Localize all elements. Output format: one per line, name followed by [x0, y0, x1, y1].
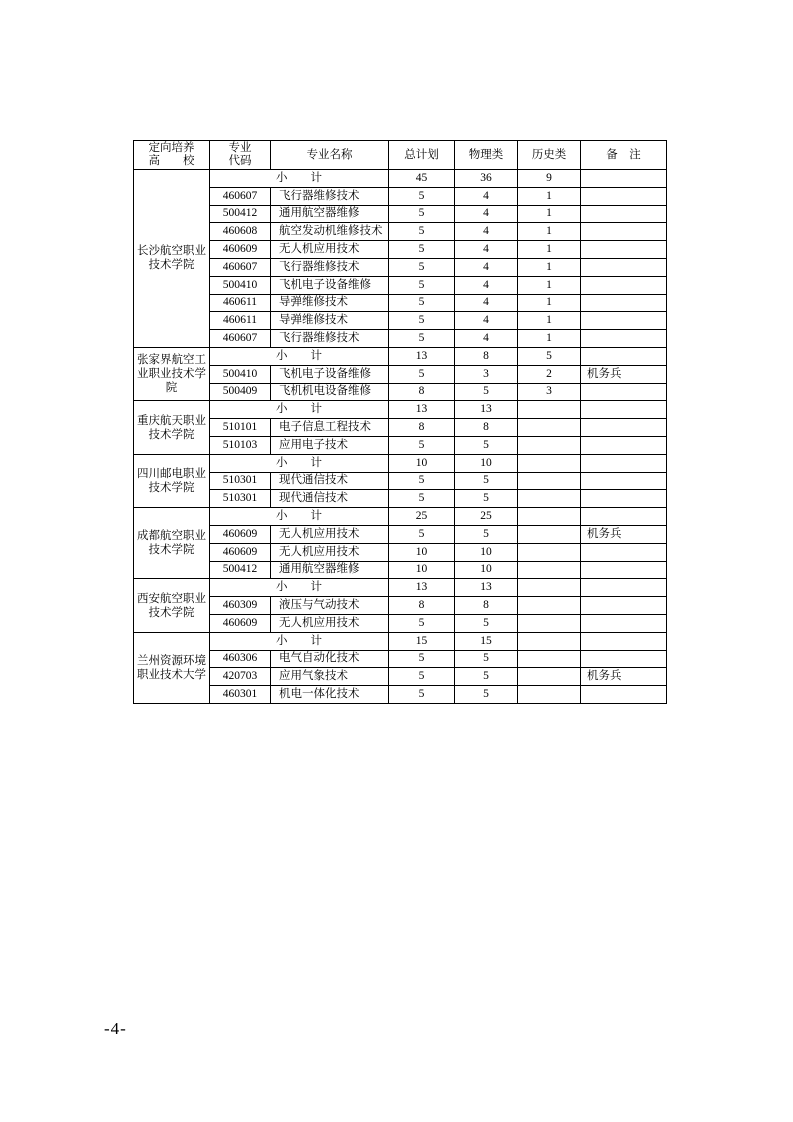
- subtotal-row: [134, 454, 667, 472]
- physics-count-cell: 5: [455, 472, 518, 490]
- major-row: [134, 614, 667, 632]
- physics-count-cell: 4: [455, 312, 518, 330]
- physics-count-cell: 4: [455, 241, 518, 259]
- total-plan-cell: 15: [389, 632, 455, 650]
- remark-cell: [581, 686, 667, 704]
- history-count-cell: [518, 436, 581, 454]
- physics-count-cell: 4: [455, 294, 518, 312]
- total-plan-cell: 13: [389, 401, 455, 419]
- major-code-cell: 500412: [210, 561, 271, 579]
- major-name-cell: 飞行器维修技术: [271, 330, 389, 348]
- college-name-cell: 四川邮电职业技术学院: [134, 454, 210, 507]
- remark-cell: [581, 347, 667, 365]
- major-name-cell: 电子信息工程技术: [271, 419, 389, 437]
- remark-cell: [581, 632, 667, 650]
- major-name-cell: 液压与气动技术: [271, 597, 389, 615]
- major-code-cell: 460607: [210, 330, 271, 348]
- remark-cell: [581, 205, 667, 223]
- subtotal-label-cell: 小 计: [210, 632, 389, 650]
- major-name-cell: 无人机应用技术: [271, 614, 389, 632]
- major-code-cell: 460609: [210, 543, 271, 561]
- major-row: [134, 187, 667, 205]
- total-plan-cell: 5: [389, 614, 455, 632]
- history-count-cell: [518, 614, 581, 632]
- major-name-cell: 飞行器维修技术: [271, 258, 389, 276]
- physics-count-cell: 5: [455, 436, 518, 454]
- physics-count-cell: 13: [455, 579, 518, 597]
- physics-count-cell: 5: [455, 383, 518, 401]
- major-row: [134, 241, 667, 259]
- history-count-cell: [518, 597, 581, 615]
- header-college: [134, 141, 210, 170]
- subtotal-row: [134, 170, 667, 188]
- total-plan-cell: 10: [389, 561, 455, 579]
- major-code-cell: 510101: [210, 419, 271, 437]
- remark-cell: [581, 472, 667, 490]
- major-row: [134, 650, 667, 668]
- subtotal-label-cell: 小 计: [210, 170, 389, 188]
- remark-cell: [581, 543, 667, 561]
- total-plan-cell: 5: [389, 472, 455, 490]
- history-count-cell: 1: [518, 294, 581, 312]
- major-code-cell: 460608: [210, 223, 271, 241]
- history-count-cell: 1: [518, 241, 581, 259]
- physics-count-cell: 8: [455, 597, 518, 615]
- major-code-cell: 500410: [210, 276, 271, 294]
- physics-count-cell: 5: [455, 490, 518, 508]
- major-row: [134, 472, 667, 490]
- remark-cell: [581, 330, 667, 348]
- major-code-cell: 460611: [210, 294, 271, 312]
- major-code-cell: 460309: [210, 597, 271, 615]
- history-count-cell: [518, 419, 581, 437]
- total-plan-cell: 5: [389, 223, 455, 241]
- major-row: [134, 276, 667, 294]
- history-count-cell: [518, 490, 581, 508]
- header-college-line1: 定向培养: [148, 142, 195, 154]
- history-count-cell: [518, 632, 581, 650]
- major-name-cell: 无人机应用技术: [271, 543, 389, 561]
- physics-count-cell: 13: [455, 401, 518, 419]
- physics-count-cell: 8: [455, 419, 518, 437]
- major-row: [134, 365, 667, 383]
- remark-cell: [581, 312, 667, 330]
- major-name-cell: 导弹维修技术: [271, 312, 389, 330]
- major-row: [134, 223, 667, 241]
- header-total-plan: 总计划: [389, 141, 455, 170]
- total-plan-cell: 5: [389, 650, 455, 668]
- history-count-cell: [518, 561, 581, 579]
- subtotal-label-cell: 小 计: [210, 508, 389, 526]
- major-code-cell: 460607: [210, 187, 271, 205]
- major-code-cell: 500410: [210, 365, 271, 383]
- physics-count-cell: 5: [455, 614, 518, 632]
- physics-count-cell: 36: [455, 170, 518, 188]
- history-count-cell: [518, 686, 581, 704]
- page-number: -4-: [104, 1019, 127, 1038]
- remark-cell: [581, 579, 667, 597]
- major-code-cell: 510301: [210, 472, 271, 490]
- remark-cell: [581, 454, 667, 472]
- major-name-cell: 现代通信技术: [271, 472, 389, 490]
- remark-cell: [581, 241, 667, 259]
- major-code-cell: 510301: [210, 490, 271, 508]
- total-plan-cell: 45: [389, 170, 455, 188]
- major-name-cell: 飞机电子设备维修: [271, 365, 389, 383]
- history-count-cell: 2: [518, 365, 581, 383]
- college-name-cell: 成都航空职业技术学院: [134, 508, 210, 579]
- total-plan-cell: 5: [389, 294, 455, 312]
- major-name-cell: 现代通信技术: [271, 490, 389, 508]
- major-name-cell: 飞行器维修技术: [271, 187, 389, 205]
- total-plan-cell: 5: [389, 276, 455, 294]
- major-code-cell: 460301: [210, 686, 271, 704]
- major-name-cell: 导弹维修技术: [271, 294, 389, 312]
- total-plan-cell: 5: [389, 525, 455, 543]
- subtotal-row: [134, 508, 667, 526]
- physics-count-cell: 10: [455, 543, 518, 561]
- major-name-cell: 飞机机电设备维修: [271, 383, 389, 401]
- total-plan-cell: 10: [389, 543, 455, 561]
- college-name-cell: 西安航空职业技术学院: [134, 579, 210, 632]
- history-count-cell: 1: [518, 312, 581, 330]
- total-plan-cell: 5: [389, 241, 455, 259]
- total-plan-cell: 5: [389, 490, 455, 508]
- total-plan-cell: 5: [389, 686, 455, 704]
- major-code-cell: 510103: [210, 436, 271, 454]
- header-code-line1: 专业: [228, 142, 252, 154]
- major-row: [134, 561, 667, 579]
- physics-count-cell: 5: [455, 686, 518, 704]
- subtotal-row: [134, 347, 667, 365]
- major-row: [134, 436, 667, 454]
- remark-cell: [581, 276, 667, 294]
- header-college-line2: 高 校: [148, 155, 195, 167]
- college-name-cell: 重庆航天职业技术学院: [134, 401, 210, 454]
- physics-count-cell: 4: [455, 205, 518, 223]
- remark-cell: 机务兵: [581, 525, 667, 543]
- history-count-cell: 3: [518, 383, 581, 401]
- history-count-cell: [518, 579, 581, 597]
- total-plan-cell: 13: [389, 347, 455, 365]
- history-count-cell: [518, 454, 581, 472]
- remark-cell: [581, 561, 667, 579]
- total-plan-cell: 8: [389, 383, 455, 401]
- major-row: [134, 543, 667, 561]
- remark-cell: [581, 170, 667, 188]
- major-row: [134, 312, 667, 330]
- major-name-cell: 航空发动机维修技术: [271, 223, 389, 241]
- total-plan-cell: 5: [389, 205, 455, 223]
- subtotal-label-cell: 小 计: [210, 579, 389, 597]
- remark-cell: [581, 614, 667, 632]
- remark-cell: [581, 436, 667, 454]
- total-plan-cell: 5: [389, 258, 455, 276]
- history-count-cell: 1: [518, 187, 581, 205]
- remark-cell: [581, 294, 667, 312]
- major-name-cell: 通用航空器维修: [271, 561, 389, 579]
- major-name-cell: 机电一体化技术: [271, 686, 389, 704]
- total-plan-cell: 5: [389, 312, 455, 330]
- physics-count-cell: 4: [455, 330, 518, 348]
- physics-count-cell: 4: [455, 223, 518, 241]
- major-row: [134, 525, 667, 543]
- subtotal-label-cell: 小 计: [210, 347, 389, 365]
- major-name-cell: 电气自动化技术: [271, 650, 389, 668]
- total-plan-cell: 25: [389, 508, 455, 526]
- major-row: [134, 330, 667, 348]
- remark-cell: 机务兵: [581, 365, 667, 383]
- total-plan-cell: 8: [389, 597, 455, 615]
- subtotal-label-cell: 小 计: [210, 401, 389, 419]
- major-code-cell: 460306: [210, 650, 271, 668]
- history-count-cell: [518, 401, 581, 419]
- header-major-name: 专业名称: [271, 141, 389, 170]
- history-count-cell: 1: [518, 276, 581, 294]
- major-name-cell: 通用航空器维修: [271, 205, 389, 223]
- total-plan-cell: 8: [389, 419, 455, 437]
- major-code-cell: 500412: [210, 205, 271, 223]
- total-plan-cell: 5: [389, 330, 455, 348]
- subtotal-row: [134, 401, 667, 419]
- major-code-cell: 460607: [210, 258, 271, 276]
- remark-cell: [581, 187, 667, 205]
- major-name-cell: 飞机电子设备维修: [271, 276, 389, 294]
- major-row: [134, 419, 667, 437]
- remark-cell: [581, 490, 667, 508]
- physics-count-cell: 5: [455, 525, 518, 543]
- total-plan-cell: 13: [389, 579, 455, 597]
- major-row: [134, 597, 667, 615]
- history-count-cell: 1: [518, 330, 581, 348]
- subtotal-row: [134, 632, 667, 650]
- major-code-cell: 460611: [210, 312, 271, 330]
- header-remark: 备 注: [581, 141, 667, 170]
- remark-cell: [581, 650, 667, 668]
- history-count-cell: [518, 525, 581, 543]
- remark-cell: [581, 401, 667, 419]
- remark-cell: [581, 597, 667, 615]
- physics-count-cell: 5: [455, 650, 518, 668]
- major-name-cell: 无人机应用技术: [271, 241, 389, 259]
- history-count-cell: 1: [518, 205, 581, 223]
- major-row: [134, 686, 667, 704]
- physics-count-cell: 4: [455, 276, 518, 294]
- major-code-cell: 420703: [210, 668, 271, 686]
- history-count-cell: [518, 650, 581, 668]
- header-code-line2: 代码: [228, 155, 252, 167]
- physics-count-cell: 10: [455, 561, 518, 579]
- physics-count-cell: 8: [455, 347, 518, 365]
- major-name-cell: 应用气象技术: [271, 668, 389, 686]
- header-history-category: 历史类: [518, 141, 581, 170]
- history-count-cell: [518, 508, 581, 526]
- remark-cell: 机务兵: [581, 668, 667, 686]
- subtotal-row: [134, 579, 667, 597]
- major-code-cell: 460609: [210, 241, 271, 259]
- remark-cell: [581, 419, 667, 437]
- major-row: [134, 490, 667, 508]
- physics-count-cell: 15: [455, 632, 518, 650]
- college-name-cell: 张家界航空工业职业技术学院: [134, 347, 210, 400]
- enrollment-plan-table: [133, 140, 667, 704]
- major-row: [134, 383, 667, 401]
- header-major-code: [210, 141, 271, 170]
- total-plan-cell: 5: [389, 187, 455, 205]
- remark-cell: [581, 223, 667, 241]
- major-row: [134, 205, 667, 223]
- physics-count-cell: 10: [455, 454, 518, 472]
- history-count-cell: [518, 543, 581, 561]
- remark-cell: [581, 508, 667, 526]
- major-code-cell: 460609: [210, 525, 271, 543]
- total-plan-cell: 5: [389, 365, 455, 383]
- physics-count-cell: 4: [455, 258, 518, 276]
- history-count-cell: 9: [518, 170, 581, 188]
- history-count-cell: 1: [518, 223, 581, 241]
- subtotal-label-cell: 小 计: [210, 454, 389, 472]
- history-count-cell: [518, 668, 581, 686]
- total-plan-cell: 10: [389, 454, 455, 472]
- history-count-cell: 5: [518, 347, 581, 365]
- major-code-cell: 460609: [210, 614, 271, 632]
- major-name-cell: 无人机应用技术: [271, 525, 389, 543]
- major-code-cell: 500409: [210, 383, 271, 401]
- total-plan-cell: 5: [389, 668, 455, 686]
- major-row: [134, 258, 667, 276]
- history-count-cell: [518, 472, 581, 490]
- table-header-row: [134, 141, 667, 170]
- physics-count-cell: 25: [455, 508, 518, 526]
- remark-cell: [581, 258, 667, 276]
- major-row: [134, 668, 667, 686]
- header-physics-category: 物理类: [455, 141, 518, 170]
- total-plan-cell: 5: [389, 436, 455, 454]
- college-name-cell: 兰州资源环境职业技术大学: [134, 632, 210, 703]
- physics-count-cell: 4: [455, 187, 518, 205]
- history-count-cell: 1: [518, 258, 581, 276]
- physics-count-cell: 3: [455, 365, 518, 383]
- college-name-cell: 长沙航空职业技术学院: [134, 170, 210, 348]
- physics-count-cell: 5: [455, 668, 518, 686]
- major-row: [134, 294, 667, 312]
- major-name-cell: 应用电子技术: [271, 436, 389, 454]
- remark-cell: [581, 383, 667, 401]
